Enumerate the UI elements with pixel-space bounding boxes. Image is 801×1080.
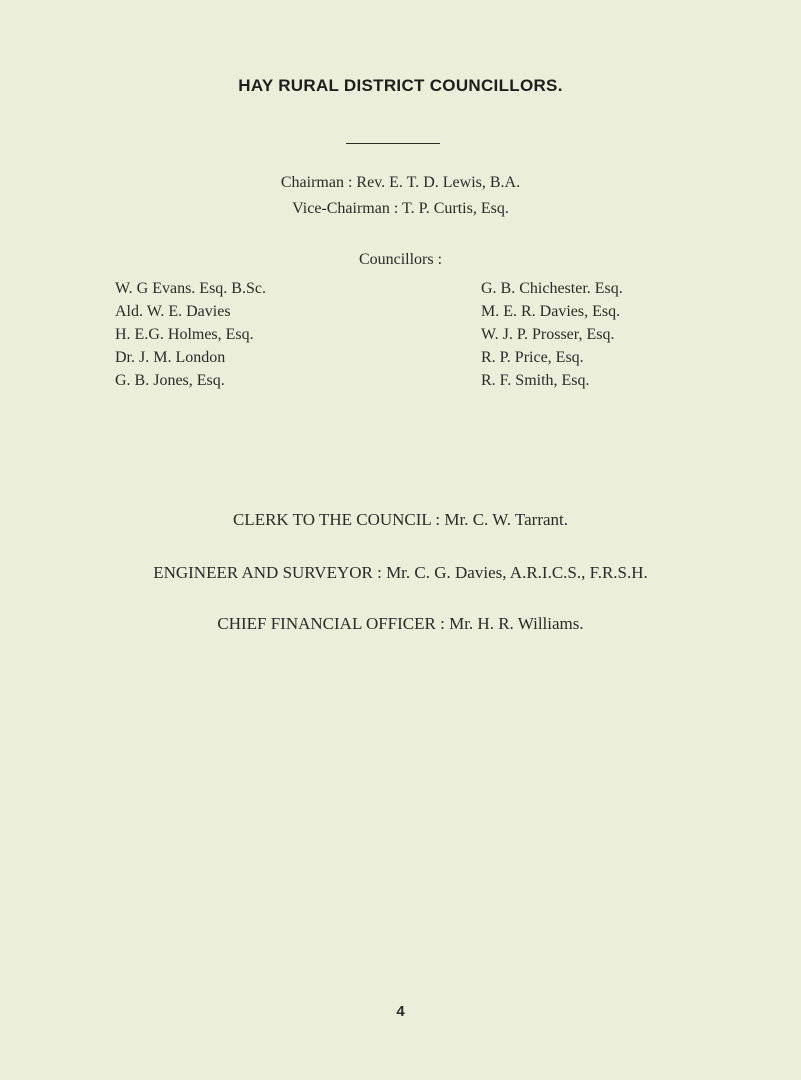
councillors-left-column — [115, 277, 266, 392]
councillor-name: H. E.G. Holmes, Esq. — [115, 326, 254, 343]
councillors-heading: Councillors : — [358, 251, 443, 268]
councillors-right-column — [481, 277, 623, 392]
councillor-name: R. P. Price, Esq. — [481, 349, 584, 366]
councillor-name: G. B. Jones, Esq. — [115, 372, 225, 389]
councillor-name: Dr. J. M. London — [115, 349, 226, 366]
councillor-name: Ald. W. E. Davies — [115, 303, 231, 320]
page-number: 4 — [396, 1003, 405, 1020]
councillor-name: M. E. R. Davies, Esq. — [481, 303, 621, 320]
chief-financial-officer-line: CHIEF FINANCIAL OFFICER : Mr. H. R. Williams. — [217, 614, 584, 633]
councillor-name: G. B. Chichester. Esq. — [481, 280, 623, 297]
chairman-line: Chairman : Rev. E. T. D. Lewis, B.A. — [280, 174, 521, 191]
councillor-name: W. G Evans. Esq. B.Sc. — [115, 280, 266, 297]
councillor-name: W. J. P. Prosser, Esq. — [481, 326, 615, 343]
engineer-line: ENGINEER AND SURVEYOR : Mr. C. G. Davies, A.R.I.C.S., F.R.S.H. — [153, 563, 648, 582]
clerk-line: CLERK TO THE COUNCIL : Mr. C. W. Tarrant. — [232, 510, 569, 529]
vice-chairman-line: Vice-Chairman : T. P. Curtis, Esq. — [292, 200, 509, 217]
councillor-name: R. F. Smith, Esq. — [481, 372, 590, 389]
title-divider — [346, 143, 440, 144]
page-title: HAY RURAL DISTRICT COUNCILLORS. — [238, 76, 563, 95]
